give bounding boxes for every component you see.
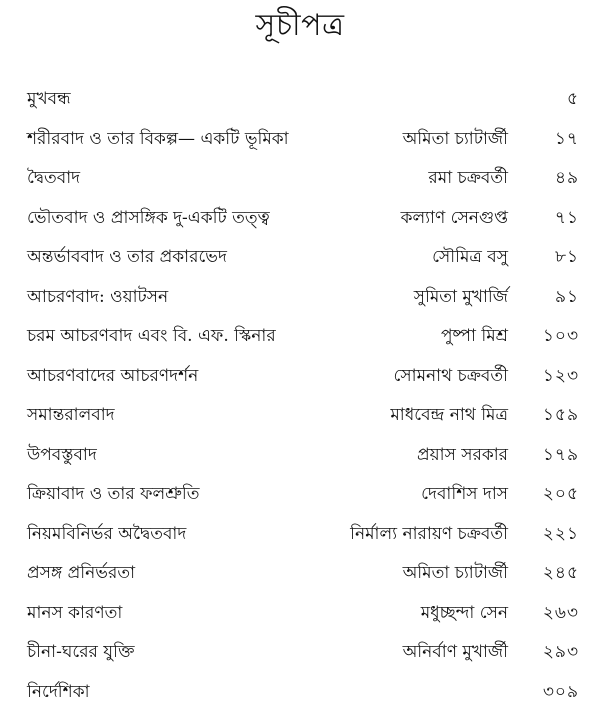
toc-entry xyxy=(0,80,600,120)
page-title: সূচীপত্র xyxy=(255,8,345,43)
toc-entry xyxy=(0,159,600,199)
entry-author: প্রয়াস সরকার xyxy=(416,444,508,465)
entry-title: দ্বৈতবাদ xyxy=(27,168,81,188)
entry-author: সুমিতা মুখার্জি xyxy=(413,286,508,307)
entry-title: সমান্তরালবাদ xyxy=(27,405,115,425)
entry-author: অমিতা চ্যাটার্জী xyxy=(402,128,508,149)
toc-entry xyxy=(0,515,600,555)
toc-entry xyxy=(0,594,600,634)
entry-page-number: ২০৫ xyxy=(542,484,579,504)
toc-entry xyxy=(0,673,600,712)
entry-title: চীনা-ঘরের যুক্তি xyxy=(27,642,135,662)
entry-title: উপবস্তুবাদ xyxy=(27,444,97,465)
entry-author: রমা চক্রবর্তী xyxy=(428,168,508,188)
entry-page-number: ১২৩ xyxy=(542,365,579,386)
toc-entry xyxy=(0,475,600,515)
toc-entry xyxy=(0,238,600,278)
entry-page-number: ২৬৩ xyxy=(542,602,579,623)
entry-author: অমিতা চ্যাটার্জী xyxy=(402,563,508,583)
entry-page-number: ১০৩ xyxy=(542,326,579,346)
entry-page-number: ১৭ xyxy=(554,128,579,149)
entry-title: আচরণবাদের আচরণদর্শন xyxy=(27,365,199,386)
entry-author: নির্মাল্য নারায়ণ চক্রবর্তী xyxy=(350,523,508,544)
entry-title: চরম আচরণবাদ এবং বি. এফ. স্কিনার xyxy=(27,326,276,346)
entry-author: দেবাশিস দাস xyxy=(421,484,508,504)
toc-entry xyxy=(0,199,600,239)
entry-page-number: ৯১ xyxy=(554,286,579,307)
entry-page-number: ১৫৯ xyxy=(542,405,579,425)
entry-author: সোমনাথ চক্রবর্তী xyxy=(393,365,508,386)
toc-entry xyxy=(0,436,600,476)
entry-title: ভৌতবাদ ও প্রাসঙ্গিক দু-একটি তত্ত্ব xyxy=(27,207,270,228)
toc-entry xyxy=(0,120,600,160)
entry-author: অনির্বাণ মুখার্জী xyxy=(402,642,508,662)
entry-title: অন্তর্ভাববাদ ও তার প্রকারভেদ xyxy=(27,247,227,267)
entry-title: মানস কারণতা xyxy=(27,602,123,623)
entry-page-number: ৭১ xyxy=(554,207,579,228)
toc-entry xyxy=(0,317,600,357)
toc-entry xyxy=(0,554,600,594)
entry-title: শরীরবাদ ও তার বিকল্প— একটি ভূমিকা xyxy=(27,128,289,149)
entry-title: প্রসঙ্গ প্রনির্ভরতা xyxy=(27,563,136,583)
toc-entry xyxy=(0,357,600,397)
entry-page-number: ৩০৯ xyxy=(542,681,579,702)
entry-title: ক্রিয়াবাদ ও তার ফলশ্রুতি xyxy=(27,484,200,504)
entry-title: নির্দেশিকা xyxy=(27,681,90,702)
entry-title: নিয়মবিনির্ভর অদ্বৈতবাদ xyxy=(27,523,187,544)
entry-title: মুখবন্ধ xyxy=(27,89,71,109)
entry-page-number: ২৯৩ xyxy=(542,642,579,662)
entry-author: পুষ্পা মিশ্র xyxy=(440,326,508,346)
entry-author: মাধবেন্দ্র নাথ মিত্র xyxy=(390,405,508,425)
entry-page-number: ২২১ xyxy=(542,523,579,544)
entry-author: সৌমিত্র বসু xyxy=(432,247,508,267)
entry-page-number: ৪৯ xyxy=(554,168,579,188)
entry-title: আচরণবাদ: ওয়াটসন xyxy=(27,286,169,307)
toc-entry xyxy=(0,396,600,436)
entry-author: কল্যাণ সেনগুপ্ত xyxy=(400,207,508,228)
toc-entry xyxy=(0,633,600,673)
entry-page-number: ৫ xyxy=(566,89,579,109)
entry-author: মধুচ্ছন্দা সেন xyxy=(420,602,508,623)
toc-entry xyxy=(0,278,600,318)
entry-page-number: ১৭৯ xyxy=(542,444,579,465)
entry-page-number: ৮১ xyxy=(554,247,579,267)
toc-list xyxy=(0,80,600,712)
entry-page-number: ২৪৫ xyxy=(542,563,579,583)
